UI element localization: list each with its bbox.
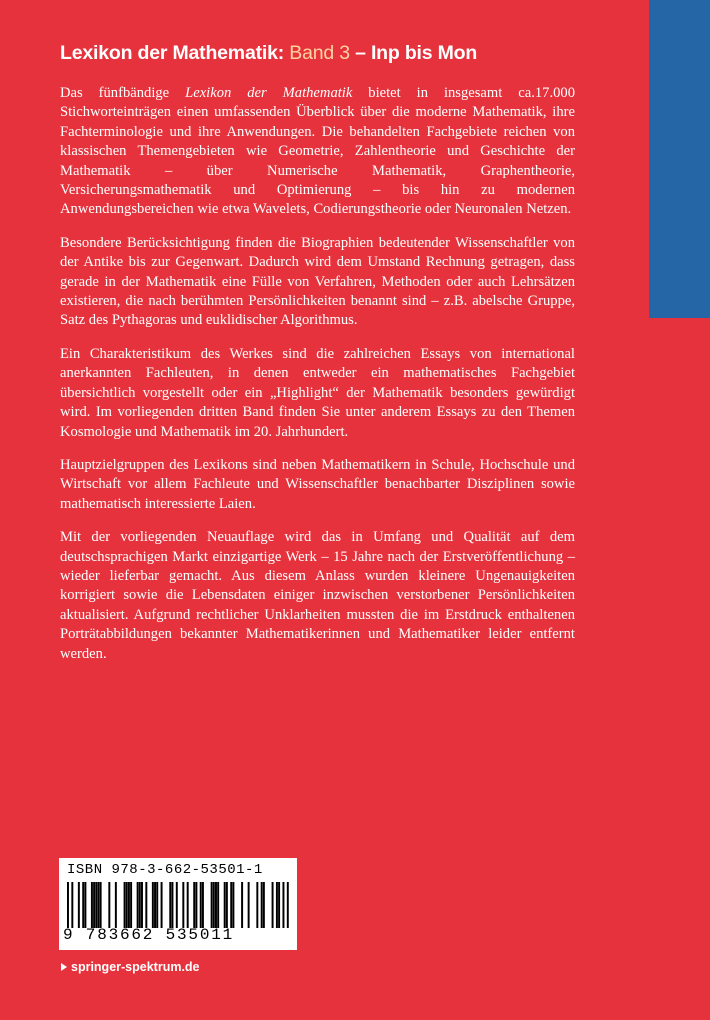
paragraph-1-title: Lexikon der Mathematik <box>185 85 353 101</box>
isbn-label: ISBN 978-3-662-53501-1 <box>67 862 263 878</box>
paragraph-2: Besondere Berücksichtigung finden die Biographien bedeutender Wissenschaftler von der Antike bis zur Gegenwart. Dadurch wird dem Umstand Rechnung getragen, dass gerade in der Mathematik eine Fülle von Verfahren, Methoden oder auch Lehrsätzen existieren, die nach berühmten Persönlichkeiten benannt sind – z.B. abelsche Gruppe, Satz des Pythagoras und euklidischer Algorithmus. <box>60 234 575 329</box>
paragraph-1-rest: bietet in insgesamt ca.17.000 Stichworteinträgen einen umfassenden Überblick über die moderne Mathematik, ihre Fachterminologie und ihre Anwendungen. Die behandelten Fachgebiete reichen von klassischen Themengebieten wie Geometrie, Zahlentheorie und Geschichte der Mathematik – über Numerische Mathematik, Graphentheorie, Versicherungsmathematik und Optimierung – bis hin zu modernen Anwendungsbereichen wie etwa Wavelets, Codierungstheorie oder Neuronalen Netzen. <box>60 85 575 218</box>
title-range: – Inp bis Mon <box>355 42 478 64</box>
paragraph-4: Hauptzielgruppen des Lexikons sind neben Mathematikern in Schule, Hochschule und Wirtschaft vor allem Fachleute und Wissenschaftler benachbarter Disziplinen sowie mathematisch interessierte Laien. <box>60 456 575 512</box>
title-band: Band 3 <box>289 42 350 64</box>
paragraph-3: Ein Charakteristikum des Werkes sind die zahlreichen Essays von international anerkannten Fachleuten, in denen entweder ein mathematisches Fachgebiet übersichtlich vorgestellt oder ein „Highlight“ der Mathematik besonders gewürdigt wird. Im vorliegenden dritten Band finden Sie unter anderem Essays zu den Themen Kosmologie und Mathematik im 20. Jahrhundert. <box>60 345 575 440</box>
book-title <box>60 42 477 65</box>
publisher-link-text: springer-spektrum.de <box>71 960 200 974</box>
blue-edge-tab <box>649 0 710 318</box>
arrow-right-icon <box>61 963 67 971</box>
barcode-bars <box>67 882 289 928</box>
blurb-text <box>60 84 575 678</box>
ean-digits: 9 783662 535011 <box>63 926 235 944</box>
paragraph-1 <box>60 84 575 220</box>
isbn-barcode <box>59 858 297 950</box>
paragraph-5: Mit der vorliegenden Neuauflage wird das in Umfang und Qualität auf dem deutschsprachigen Markt einzigartige Werk – 15 Jahre nach der Erstveröffentlichung – wieder lieferbar gemacht. Aus diesem Anlass wurden kleinere Ungenauigkeiten korrigiert sowie die Lebensdaten einiger inzwischen verstorbener Persönlichkeiten aktualisiert. Aufgrund rechtlicher Unklarheiten mussten die im Erstdruck enthaltenen Porträtabbildungen bekannter Mathematikerinnen und Mathematiker leider entfernt werden. <box>60 529 575 662</box>
publisher-link[interactable] <box>61 960 200 974</box>
title-main: Lexikon der Mathematik: <box>60 42 285 64</box>
paragraph-1-start: Das fünfbändige <box>60 85 186 101</box>
